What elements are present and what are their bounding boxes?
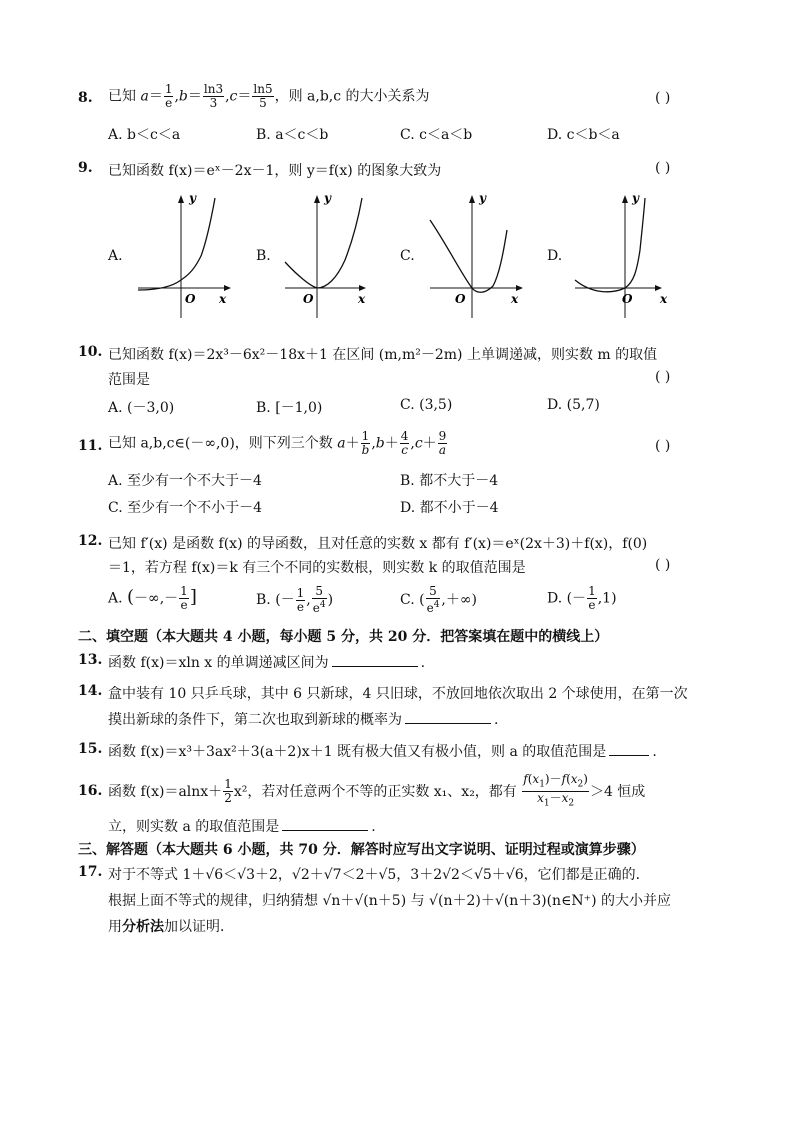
q10-option-b: B. [－1,0) xyxy=(256,400,323,416)
svg-text:O: O xyxy=(455,292,466,306)
q17-line1: 对于不等式 1＋√6＜√3＋2，√2＋√7＜2＋√5，3＋2√2＜√5＋√6，它们都是正确的． xyxy=(108,867,650,883)
q12-stem-cont: ＝1，若方程 f(x)＝k 有三个不同的实数根，则实数 k 的取值范围是 xyxy=(108,560,526,576)
svg-text:y: y xyxy=(189,191,196,205)
q17-number: 17. xyxy=(78,864,103,880)
q12-option-b: B. (－ $\frac{1}{e}$ , $\frac{5}{e^4}$ ) xyxy=(256,584,334,615)
svg-text:x: x xyxy=(511,292,519,306)
q10-answer-paren: ( ) xyxy=(655,369,671,385)
q8-stem: 已知 a＝ $\frac{1}{e}$ ,b＝ $\frac{\ln 3}{3}$ ,c＝ $\frac{\ln 5}{5}$ ，则 a,b,c 的大小关系为 xyxy=(108,82,430,110)
q10-option-d: D. (5,7) xyxy=(547,397,600,413)
q13-stem: 函数 f(x)＝xln x 的单调递减区间为 . xyxy=(108,655,426,671)
svg-text:x: x xyxy=(219,292,227,306)
q8-answer-paren: ( ) xyxy=(655,90,671,106)
svg-text:O: O xyxy=(622,292,633,306)
q11-option-b: B. 都不大于－4 xyxy=(400,473,499,489)
graph-b-label: B. xyxy=(256,248,271,264)
q14-number: 14. xyxy=(78,683,103,699)
svg-text:y: y xyxy=(324,191,331,205)
graph-c-label: C. xyxy=(400,248,415,264)
q11-option-d: D. 都不小于－4 xyxy=(400,500,499,516)
q15-stem: 函数 f(x)＝x³＋3ax²＋3(a＋2)x＋1 既有极大值又有极小值，则 a 的取值范围是 . xyxy=(108,744,657,760)
section-fill-in-heading: 二、填空题（本大题共 4 小题，每小题 5 分，共 20 分．把答案填在题中的横线上） xyxy=(78,629,609,645)
q12-option-d: D. (－ $\frac{1}{e}$ ,1) xyxy=(547,584,617,612)
q13-number: 13. xyxy=(78,652,103,668)
svg-text:y: y xyxy=(479,191,486,205)
q11-number: 11. xyxy=(78,438,103,454)
q12-answer-paren: ( ) xyxy=(655,557,671,573)
svg-text:O: O xyxy=(185,292,196,306)
q10-option-a: A. (－3,0) xyxy=(108,400,175,416)
graph-a xyxy=(135,190,235,320)
q10-option-c: C. (3,5) xyxy=(400,397,453,413)
graph-d xyxy=(572,190,672,320)
q17-line2: 根据上面不等式的规律，归纳猜想 √n＋√(n＋5) 与 √(n＋2)＋√(n＋3)(n∈N⁺) 的大小并应 xyxy=(108,893,671,909)
q8-option-a: A. b＜c＜a xyxy=(108,127,181,143)
q8-option-b: B. a＜c＜b xyxy=(256,127,329,143)
svg-text:x: x xyxy=(358,292,366,306)
graph-b xyxy=(282,190,382,320)
q8-number: 8. xyxy=(78,90,93,106)
graph-c xyxy=(427,190,527,320)
q12-number: 12. xyxy=(78,533,103,549)
q16-stem: 函数 f(x)＝alnx＋ $\frac{1}{2}$ x²，若对任意两个不等的正实数 x₁、x₂，都有 $\frac{f(x_1)-f(x_2)}{x_1-x_2}$ ＞4 恒成 xyxy=(108,772,646,809)
q11-option-c: C. 至少有一个不小于－4 xyxy=(108,500,263,516)
q9-answer-paren: ( ) xyxy=(655,160,671,176)
q10-stem: 已知函数 f(x)＝2x³－6x²－18x＋1 在区间 (m,m²－2m) 上单调递减，则实数 m 的取值 xyxy=(108,347,658,363)
section-solution-heading: 三、解答题（本大题共 6 小题，共 70 分．解答时应写出文字说明、证明过程或演算步骤） xyxy=(78,842,645,858)
svg-text:O: O xyxy=(303,292,314,306)
svg-text:x: x xyxy=(660,292,668,306)
q16-number: 16. xyxy=(78,783,103,799)
q8-option-c: C. c＜a＜b xyxy=(400,127,473,143)
q14-stem: 盒中装有 10 只乒乓球，其中 6 只新球，4 只旧球，不放回地依次取出 2 个球使用，在第一次 xyxy=(108,686,688,702)
q17-line3: 用分析法加以证明． xyxy=(108,919,234,935)
q10-stem-cont: 范围是 xyxy=(108,372,150,388)
svg-text:y: y xyxy=(632,191,639,205)
q9-stem: 已知函数 f(x)＝eˣ－2x－1，则 y＝f(x) 的图象大致为 xyxy=(108,163,442,179)
q11-option-a: A. 至少有一个不大于－4 xyxy=(108,473,262,489)
q11-answer-paren: ( ) xyxy=(655,438,671,454)
q11-stem: 已知 a,b,c∈(－∞,0)，则下列三个数 a＋ $\frac{1}{b}$ ,b＋ $\frac{4}{c}$ ,c＋ $\frac{9}{a}$ xyxy=(108,429,447,457)
q15-number: 15. xyxy=(78,741,103,757)
q9-number: 9. xyxy=(78,160,93,176)
graph-d-label: D. xyxy=(547,248,563,264)
q12-option-a: A. (－∞,－ $\frac{1}{e}$ ] xyxy=(108,584,197,612)
q10-number: 10. xyxy=(78,344,103,360)
graph-a-label: A. xyxy=(108,248,123,264)
q12-stem: 已知 f′(x) 是函数 f(x) 的导函数，且对任意的实数 x 都有 f′(x)＝eˣ(2x＋3)＋f(x)，f(0) xyxy=(108,536,648,552)
q16-stem-cont: 立，则实数 a 的取值范围是 . xyxy=(108,819,376,835)
q8-option-d: D. c＜b＜a xyxy=(547,127,620,143)
q14-stem-cont: 摸出新球的条件下，第二次也取到新球的概率为 . xyxy=(108,712,499,728)
q12-option-c: C. ( $\frac{5}{e^4}$ ,＋∞) xyxy=(400,584,477,615)
